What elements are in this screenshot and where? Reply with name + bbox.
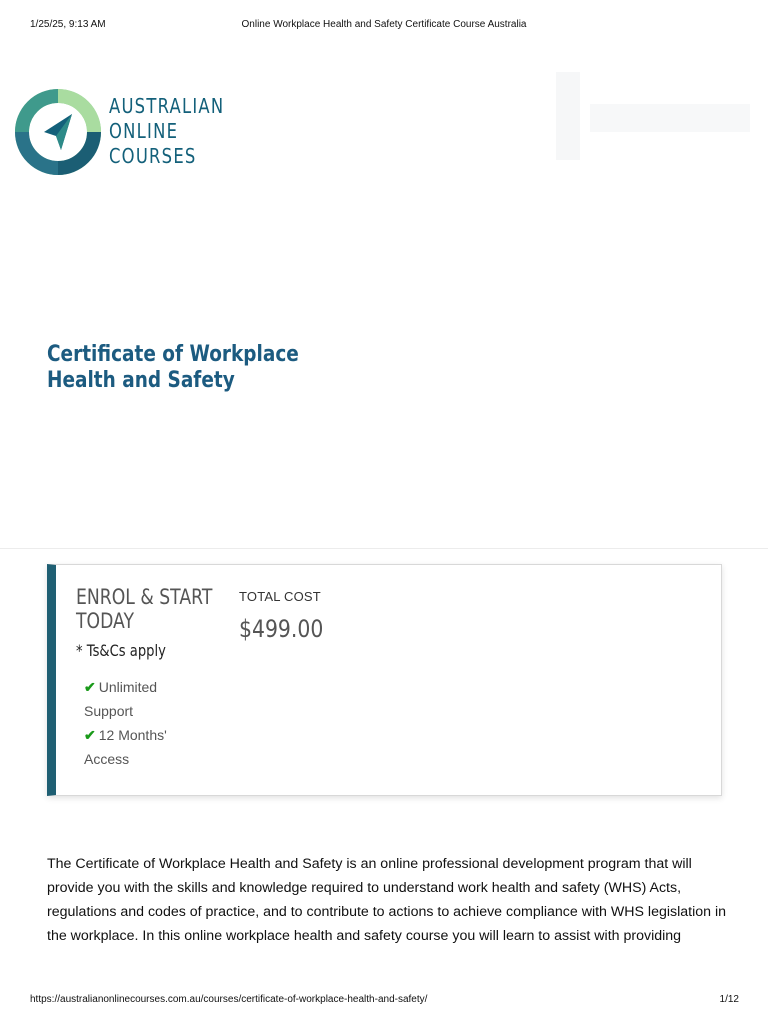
feature-item: [84, 675, 194, 723]
logo-line-2: ONLINE: [109, 119, 179, 143]
print-page-title: Online Workplace Health and Safety Certificate Course Australia: [241, 19, 527, 30]
section-divider: [0, 548, 768, 549]
print-url: https://australianonlinecourses.com.au/courses/certificate-of-workplace-health-and-safety/: [30, 994, 428, 1005]
total-cost-value: $499.00: [239, 615, 324, 643]
enrol-card: [47, 564, 722, 796]
enrol-heading: ENROL & START TODAY: [76, 585, 213, 633]
course-description: The Certificate of Workplace Health and Safety is an online professional development program that will provide you with the skills and knowledge required to understand work health and safety (WHS) Acts, regulations and codes of practice, and to contribute to actions to achieve compliance with WHS legislation in the workplace. In this online workplace health and safety course you will learn to assist with providing: [47, 856, 727, 944]
logo-line-1: AUSTRALIAN: [109, 94, 225, 118]
feature-label: 12 Months' Access: [84, 727, 167, 767]
page-title: Certificate of Workplace Health and Safety: [47, 342, 299, 393]
feature-label: Unlimited Support: [84, 679, 158, 719]
feature-item: [84, 723, 194, 771]
feature-list: [84, 675, 194, 771]
header-search-placeholder: [590, 104, 750, 132]
logo-line-3: COURSES: [109, 144, 197, 168]
header-nav-placeholder: [556, 72, 580, 160]
terms-link[interactable]: * Ts&Cs apply: [76, 641, 166, 660]
check-icon: ✔: [84, 679, 96, 695]
site-logo[interactable]: [14, 86, 234, 178]
print-datetime: 1/25/25, 9:13 AM: [30, 19, 106, 30]
print-page-number: 1/12: [719, 994, 739, 1005]
logo-wordmark: [109, 94, 224, 169]
print-header: [0, 19, 768, 33]
compass-logo-icon: [14, 86, 104, 178]
total-cost-label: TOTAL COST: [239, 589, 321, 604]
check-icon: ✔: [84, 727, 96, 743]
